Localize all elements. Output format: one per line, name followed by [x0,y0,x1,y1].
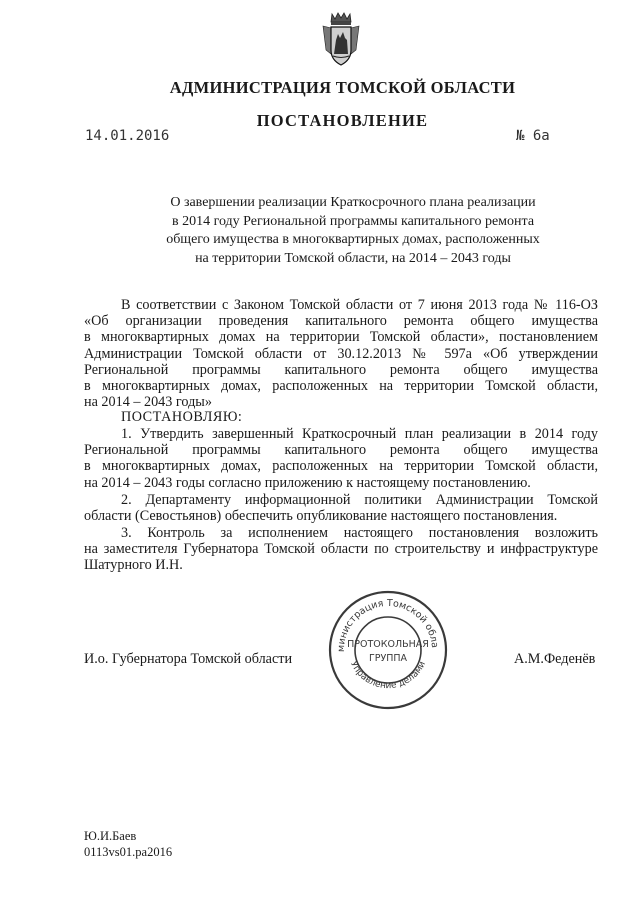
text-line: Шатурного И.Н. [84,557,183,574]
text-line: на заместителя Губернатора Томской области по строительству и инфраструктуре [84,541,598,558]
title-line: на территории Томской области, на 2014 – 2043 годы [195,250,511,266]
text-line: в многоквартирных домах, расположенных на территории Томской области, [84,458,598,475]
stamp-outer-bottom-text: Управление делами [348,659,428,692]
coat-of-arms-icon [318,10,364,68]
signatory-name: А.М.Феденёв [514,651,596,667]
decree-item-3 [84,525,598,574]
official-stamp [325,587,451,713]
text-line: в многоквартирных домах на территории Томской области», постановлением [84,329,598,346]
stamp-line-2: ГРУППА [368,653,408,664]
text-line: на 2014 – 2043 годы согласно приложению к настоящему постановлению. [84,474,531,491]
document-number: № 6а [516,128,550,144]
title-line: общего имущества в многоквартирных домах, расположенных [166,232,540,247]
title-line: в 2014 году Региональной программы капитального ремонта [171,213,535,229]
stamp-outer-top-text: министрация Томской обла [335,597,441,653]
text-line: «Об организации проведения капитального ремонта общего имущества [84,313,598,330]
preamble-paragraph [84,297,598,410]
document-code: 0113vs01.pa2016 [84,845,173,859]
text-line: в многоквартирных домах, расположенных на территории Томской области, [84,377,598,394]
text-line: 2. Департаменту информационной политики Администрации Томской [121,492,598,508]
svg-text:Управление делами [348,660,428,691]
text-line: области (Севостьянов) обеспечить опубликование настоящего постановления. [84,508,558,525]
text-line: Региональной программы капитального ремонта общего имущества [84,442,598,459]
decree-item-2 [84,492,598,524]
organization-name: АДМИНИСТРАЦИЯ ТОМСКОЙ ОБЛАСТИ [169,78,516,97]
decree-item-1 [84,426,598,491]
document-type: ПОСТАНОВЛЕНИЕ [256,111,429,130]
stamp-line-1: ПРОТОКОЛЬНАЯ [347,639,429,650]
document-title [130,194,576,268]
decree-word: ПОСТАНОВЛЯЮ: [121,409,243,425]
title-line: О завершении реализации Краткосрочного плана реализации [170,195,536,210]
text-line: 3. Контроль за исполнением настоящего постановления возложить [121,525,598,541]
executor-name: Ю.И.Баев [84,829,137,843]
document-date: 14.01.2016 [85,128,170,144]
text-line: на 2014 – 2043 годы» [84,394,212,411]
signatory-position: И.о. Губернатора Томской области [84,651,293,667]
text-line: Администрации Томской области от 30.12.2013 № 597а «Об утверждении [84,345,598,362]
text-line: Региональной программы капитального ремонта общего имущества [84,361,598,378]
text-line: В соответствии с Законом Томской области от 7 июня 2013 года № 116-ОЗ [121,297,598,313]
text-line: 1. Утвердить завершенный Краткосрочный план реализации в 2014 году [121,426,598,442]
